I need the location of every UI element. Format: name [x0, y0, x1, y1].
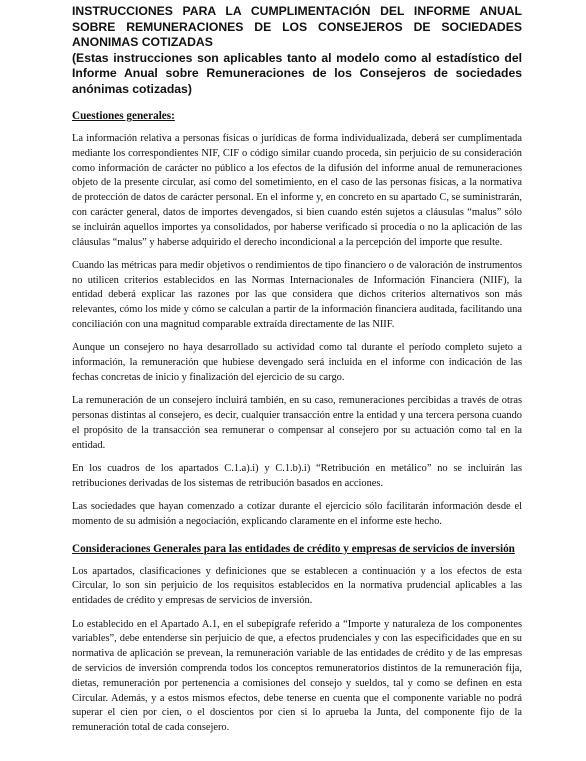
section-heading-general: Cuestiones generales:	[72, 110, 175, 122]
section-heading-credit-entities: Consideraciones Generales para las entidades de crédito y empresas de servicios de inversión	[72, 542, 515, 555]
paragraph: Lo establecido en el Apartado A.1, en el subepígrafe referido a “Importe y naturaleza de los componentes variables”, debe entenderse sin perjuicio de que, a efectos prudenciales y con las especificidades que en su normativa de aplicación se prevean, la remuneración variable de las entidades de crédito y de las empresas de servicios de inversión comprenda todos los conceptos remuneratorios distintos de la remuneración fija, dietas, remuneración por pertenencia a comisiones del consejo y sueldos, tal y como se definen en esta Circular. Además, y a estos mismos efectos, debe tenerse en cuenta que el componente variable no podrá superar el cien por cien, o el doscientos por cien si lo aprueba la Junta, del componente fijo de la remuneración total de cada consejero.	[72, 618, 522, 734]
title-subtitle: (Estas instrucciones son aplicables tanto al modelo como al estadístico del Informe Anual sobre Remuneraciones de los Consejeros de sociedades anónimas cotizadas)	[72, 50, 522, 96]
paragraph: En los cuadros de los apartados C.1.a).i) y C.1.b).i) “Retribución en metálico” no se incluirán las retribuciones derivadas de los sistemas de retribución basados en acciones.	[72, 462, 522, 489]
section-general	[72, 109, 522, 530]
section-credit-entities	[72, 542, 522, 736]
title-main: INSTRUCCIONES PARA LA CUMPLIMENTACIÓN DEL INFORME ANUAL SOBRE REMUNERACIONES DE LOS CONSEJEROS DE SOCIEDADES ANONIMAS COTIZADAS	[72, 4, 522, 49]
paragraph: Los apartados, clasificaciones y definiciones que se establecen a continuación y a los efectos de esta Circular, lo son sin perjuicio de los requisitos establecidos en la normativa prudencial aplicables a las entidades de crédito y empresas de servicios de inversión.	[72, 565, 522, 607]
paragraph: Aunque un consejero no haya desarrollado su actividad como tal durante el período completo sujeto a información, la remuneración que hubiese devengado será incluida en el informe con indicación de las fechas concretas de inicio y finalización del ejercicio de su cargo.	[72, 342, 522, 383]
paragraph: La información relativa a personas físicas o jurídicas de forma individualizada, deberá ser cumplimentada mediante los correspondientes NIF, CIF o código similar cuando proceda, sin perjuicio de su consideración como información de carácter no público a los efectos de la difusión del informe anual de remuneraciones objeto de la presente circular, así como del sometimiento, en el caso de las personas físicas, a la normativa de protección de datos de carácter personal. En el informe y, en concreto en su apartado C, se suministrarán, con carácter general, datos de importes devengados, si bien cuando estén sujetos a cláusulas “malus” sólo se incluirán aquellos importes ya consolidados, por haberse verificado si procedía o no la aplicación de las cláusulas “malus” y haberse adquirido el derecho incondicional a la percepción del importe que resulte.	[72, 133, 522, 248]
paragraph: Cuando las métricas para medir objetivos o rendimientos de tipo financiero o de valoración de instrumentos no utilicen criterios establecidos en las Normas Internacionales de Información Financiera (NIIF), la entidad deberá explicar las razones por las que considera que dichos criterios alternativos son más relevantes, cómo los mide y cómo se calculan a partir de la información financiera auditada, facilitando una conciliación con una magnitud comparable extraída directamente de las NIIF.	[72, 259, 522, 331]
document-title	[72, 4, 522, 97]
paragraph: La remuneración de un consejero incluirá también, en su caso, remuneraciones percibidas a través de otras personas distintas al consejero, es decir, cualquier transacción entre la entidad y una tercera persona cuando el propósito de la transacción sea remunerar o compensar al consejero por su actuación como tal en la entidad.	[72, 395, 522, 451]
paragraph: Las sociedades que hayan comenzado a cotizar durante el ejercicio sólo facilitarán información desde el momento de su admisión a negociación, explicando claramente en el informe este hecho.	[72, 501, 522, 527]
